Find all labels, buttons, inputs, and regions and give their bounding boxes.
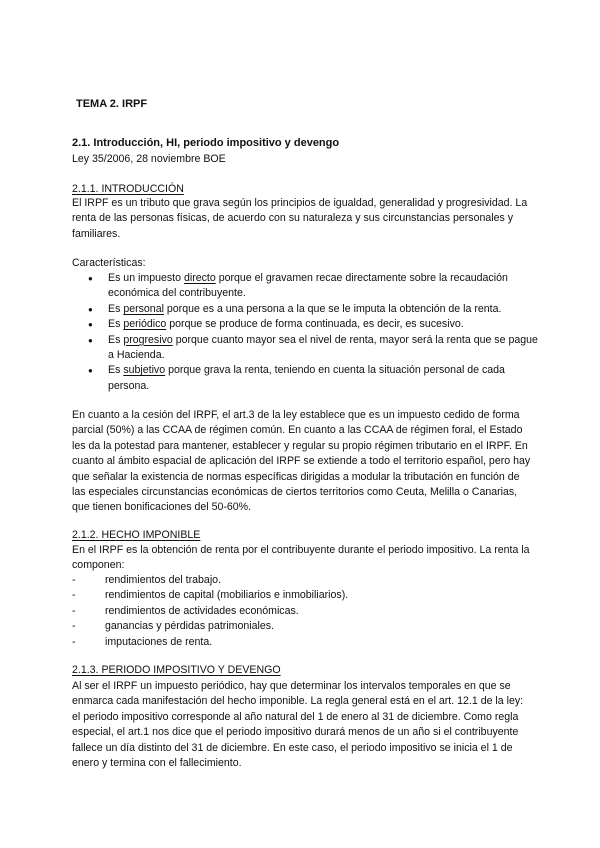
list-item: - rendimientos de actividades económicas. — [72, 604, 348, 619]
features-label: Características: — [72, 257, 146, 269]
list-item: - rendimientos de capital (mobiliarios e inmobiliarios). — [72, 588, 348, 603]
feature-item — [88, 271, 538, 302]
feature-text: Es — [108, 302, 124, 315]
feature-item — [88, 317, 538, 332]
section-heading: 2.1. Introducción, HI, periodo impositivo y devengo — [72, 137, 340, 149]
list-item: - imputaciones de renta. — [72, 635, 348, 650]
cesion-paragraph: En cuanto a la cesión del IRPF, el art.3 de la ley establece que es un impuesto cedido de forma parcial (50%) a las CCAA de régimen común. En cuanto a las CCAA de régimen foral, el Estado les da la potestad para mantener, establecer y regular su propio régimen tributario en el IRPF. En cuanto al ámbito espacial de aplicación del IRPF se extiende a todo el territorio español, pero hay que señalar la existencia de normas específicas dirigidas a modular la tributación en función de las especiales circunstancias económicas de ciertos territorios como Ceuta, Melilla o Canarias, que tienen bonificaciones del 50-60%. — [72, 409, 531, 514]
feature-text: porque se produce de forma continuada, es decir, es sucesivo. — [166, 318, 464, 331]
features-list — [88, 271, 538, 394]
feature-term: periódico — [123, 318, 167, 331]
list-item: - ganancias y pérdidas patrimoniales. — [72, 619, 348, 634]
feature-term: personal — [123, 302, 164, 315]
intro-heading: 2.1.1. INTRODUCCIÓN — [72, 183, 184, 195]
feature-text: Es — [108, 318, 124, 331]
feature-term: directo — [183, 272, 216, 284]
law-reference: Ley 35/2006, 28 noviembre BOE — [72, 153, 226, 165]
document-title: TEMA 2. IRPF — [76, 98, 148, 110]
feature-text: porque cuanto mayor sea el nivel de renta, mayor será la renta que se pague a Hacienda. — [108, 333, 538, 362]
periodo-heading: 2.1.3. PERIODO IMPOSITIVO Y DEVENGO — [72, 664, 281, 676]
hecho-paragraph: En el IRPF es la obtención de renta por el contribuyente durante el periodo impositivo. La renta la componen: — [72, 544, 530, 572]
intro-paragraph: El IRPF es un tributo que grava según los principios de igualdad, generalidad y progresividad. La renta de las personas físicas, de acuerdo con su naturaleza y sus circunstancias personales y familiares. — [72, 197, 528, 240]
feature-term: subjetivo — [123, 364, 166, 377]
feature-text: Es un impuesto — [108, 272, 184, 284]
feature-text: Es — [108, 333, 124, 346]
feature-item — [88, 363, 538, 394]
feature-text: porque es a una persona a la que se le imputa la obtención de la renta. — [163, 302, 502, 315]
periodo-paragraph: Al ser el IRPF un impuesto periódico, hay que determinar los intervalos temporales en que se enmarca cada manifestación del hecho imponible. La regla general está en el art. 12.1 de la ley: el periodo impositivo corresponde al año natural del 1 de enero al 31 de diciembre. Como regla especial, el art.1 nos dice que el periodo impositivo durará menos de un año si el contribuyente fallece un día distinto del 31 de diciembre. En este caso, el periodo impositivo se inicia el 1 de enero y termina con el fallecimiento. — [72, 680, 524, 770]
feature-text: porque grava la renta, teniendo en cuenta la situación personal de cada persona. — [108, 364, 505, 392]
feature-term: progresivo — [123, 333, 173, 346]
hecho-heading: 2.1.2. HECHO IMPONIBLE — [72, 529, 201, 541]
feature-text: Es — [108, 364, 124, 377]
list-item: - rendimientos del trabajo. — [72, 573, 348, 588]
feature-item — [88, 333, 538, 364]
renta-components-list — [72, 573, 348, 650]
feature-item — [88, 302, 538, 317]
feature-text: porque el gravamen recae directamente sobre la recaudación económica del contribuyente. — [108, 272, 508, 300]
